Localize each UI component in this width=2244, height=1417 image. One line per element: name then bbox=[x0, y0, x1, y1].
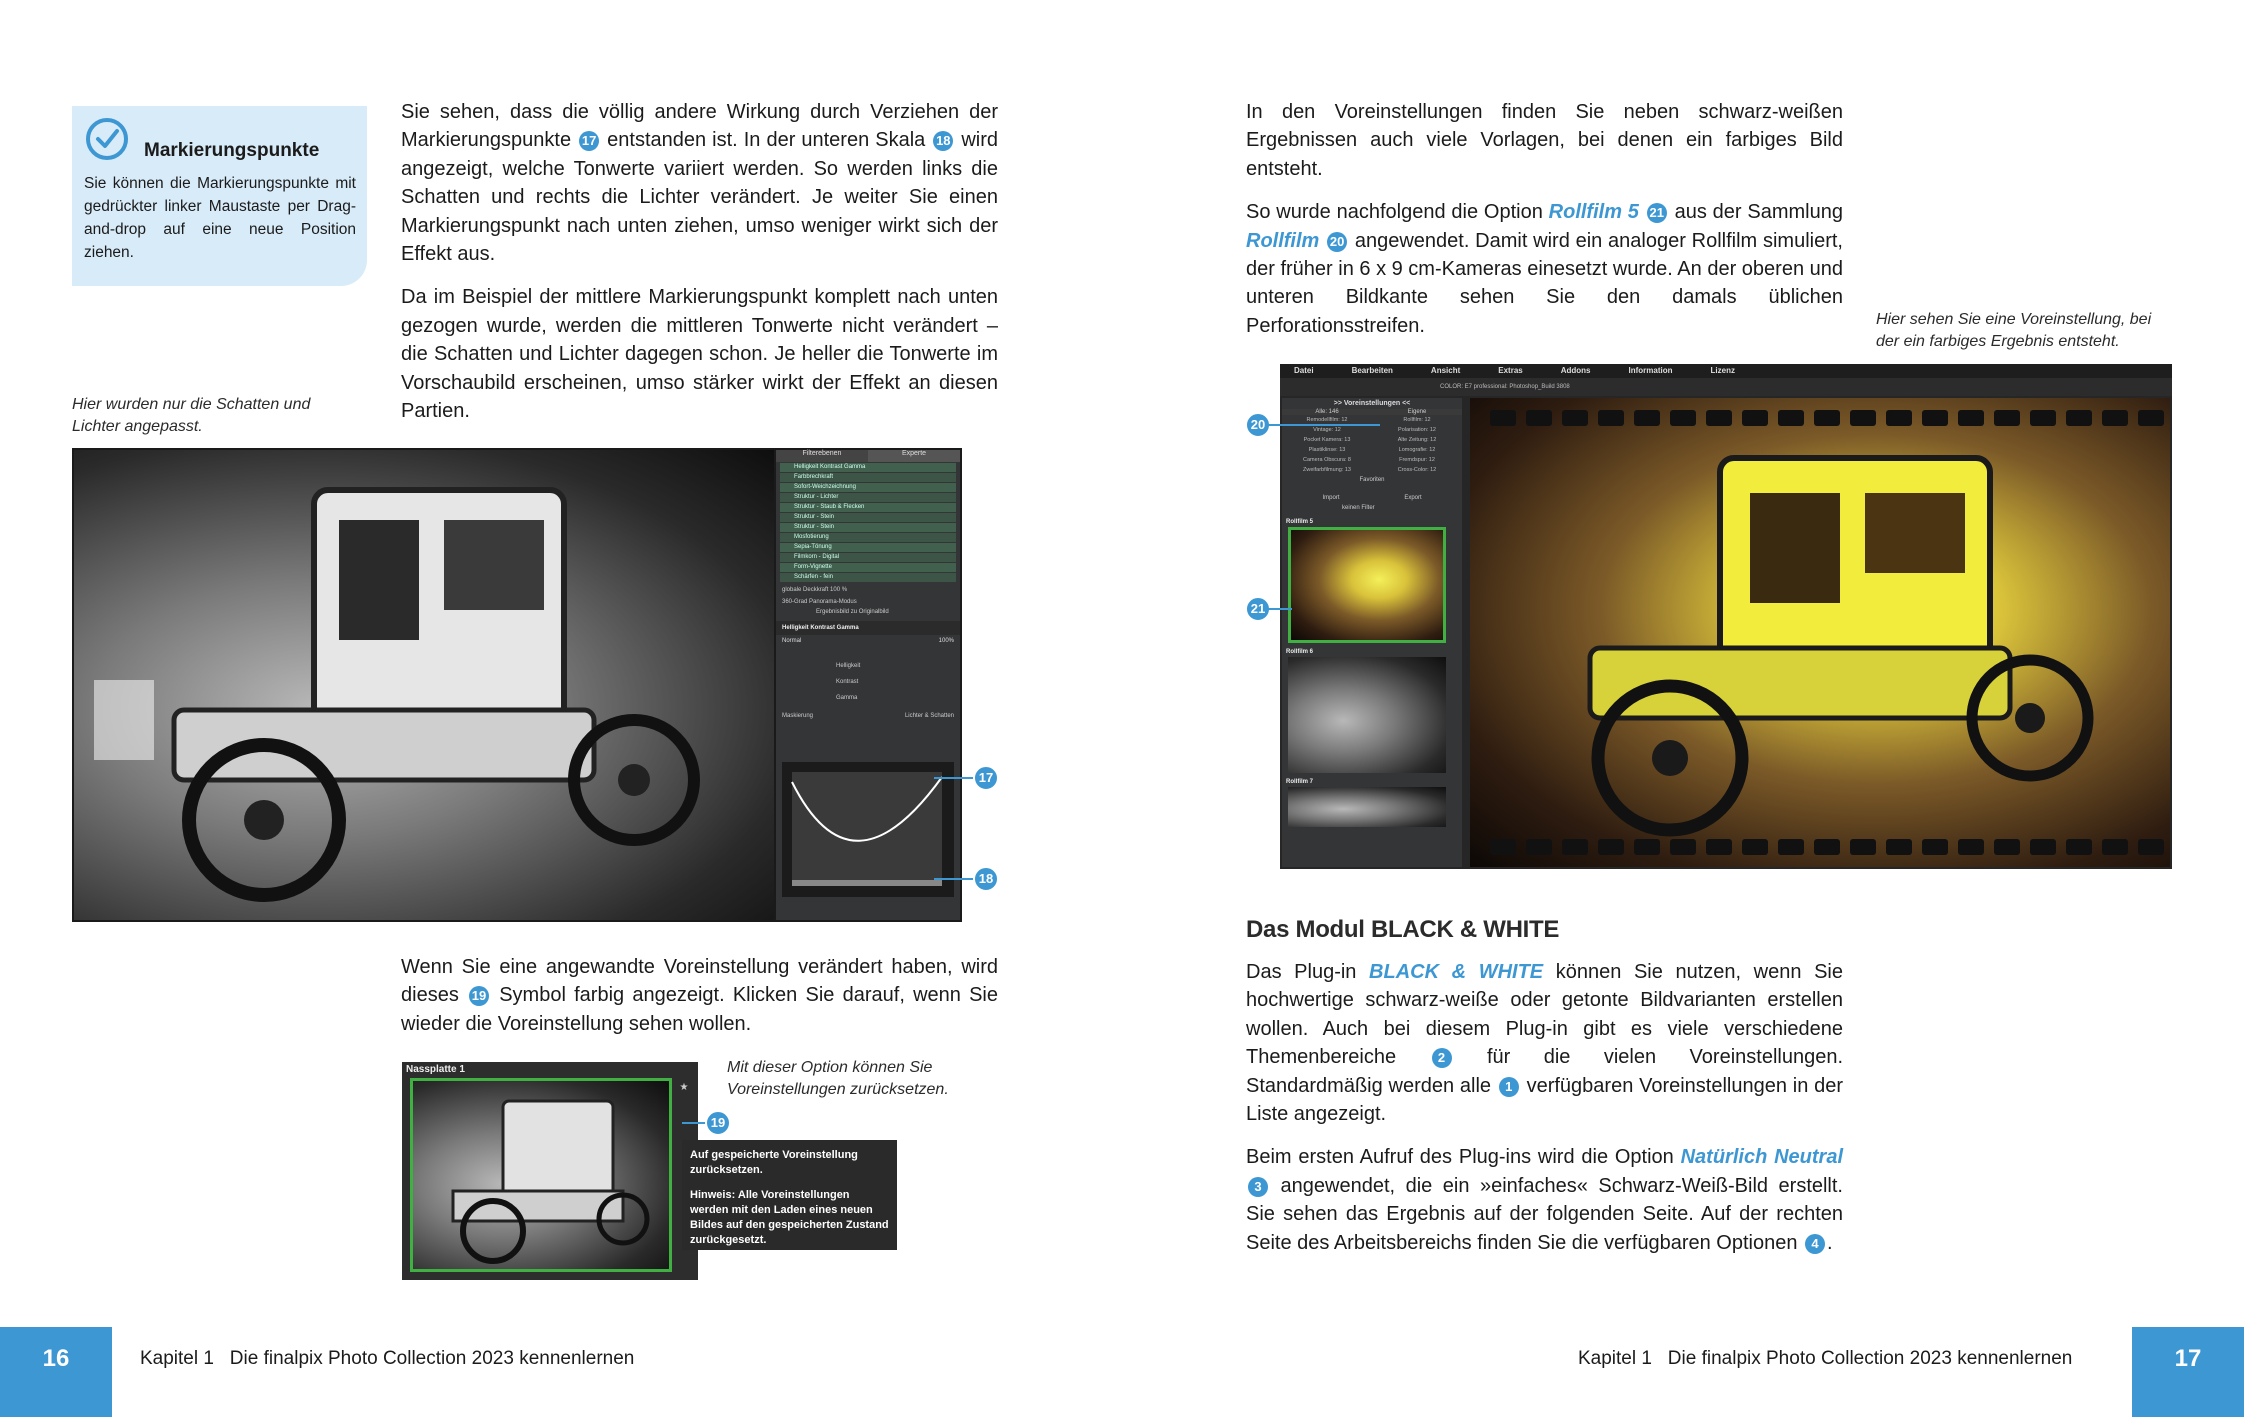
car-color-silhouette-icon bbox=[1470, 398, 2170, 867]
option-rollfilm-5: Rollfilm 5 bbox=[1548, 201, 1639, 224]
filter-item[interactable]: Struktur - Stein bbox=[780, 513, 956, 522]
car-thumbnail-icon bbox=[413, 1081, 669, 1269]
car-silhouette-icon bbox=[74, 450, 774, 920]
callout-18: 18 bbox=[973, 866, 999, 892]
right-text-top bbox=[1246, 98, 1843, 355]
filter-item[interactable]: Sofort-Weichzeichnung bbox=[780, 483, 956, 492]
callout-21: 21 bbox=[1245, 596, 1271, 622]
paragraph-black-white: Das Plug-in BLACK & WHITE können Sie nutzen, wenn Sie hochwertige schwarz-weiße oder getonte Bildvarianten erstellen wollen. Auch bei diesem Plug-in gibt es viele verschiedene Themenbereiche 2 für die vielen Voreinstellungen. Standardmäßig werden alle 1 verfügbaren Voreinstellungen in der Liste angezeigt. bbox=[1246, 961, 1843, 1126]
checkmark-circle-icon bbox=[84, 116, 130, 162]
paragraph-farbige-vorlagen: In den Voreinstellungen finden Sie neben schwarz-weißen Ergebnissen auch viele Vorlagen, bei denen ein farbiges Bild entsteht. bbox=[1246, 101, 1843, 180]
left-text-top bbox=[401, 98, 998, 440]
menu-item[interactable]: Datei bbox=[1294, 366, 1314, 375]
menu-item[interactable]: Lizenz bbox=[1710, 366, 1735, 375]
menu-item[interactable]: Information bbox=[1628, 366, 1673, 375]
tab-eigene[interactable]: Eigene bbox=[1372, 409, 1462, 415]
page-number-right: 17 bbox=[2132, 1327, 2244, 1417]
paragraph-mittlere-tonwerte: Da im Beispiel der mittlere Markierungspunkt komplett nach unten gezogen wurde, werden die mittleren Tonwerte nicht verändert – die Schatten und Lichter dagegen schon. Je heller die Tonwerte im Vorschaubild erscheinen, umso stärker wirkt der Effekt an diesen Partien. bbox=[401, 286, 998, 423]
toolbar bbox=[1280, 378, 2172, 396]
footer-left: Kapitel 1 Die finalpix Photo Collection 2023 kennenlernen bbox=[140, 1348, 635, 1369]
masking-row[interactable]: Maskierung Lichter & Schatten bbox=[782, 713, 954, 719]
callout-20: 20 bbox=[1245, 412, 1271, 438]
ref-number: 20 bbox=[1327, 232, 1347, 252]
callout-17: 17 bbox=[973, 765, 999, 791]
export-button[interactable]: Export bbox=[1404, 495, 1422, 501]
option-natuerlich-neutral: Natürlich Neutral bbox=[1680, 1146, 1843, 1169]
filter-item[interactable]: Helligkeit Kontrast Gamma bbox=[780, 463, 956, 472]
preset-title: Nassplatte 1 bbox=[406, 1064, 465, 1075]
preset-label-2: Rollfilm 6 bbox=[1286, 649, 1314, 655]
menu-item[interactable]: Addons bbox=[1560, 366, 1591, 375]
tip-title: Markierungspunkte bbox=[144, 140, 320, 161]
tip-box bbox=[72, 106, 367, 286]
category-item[interactable]: Remodellfilm: 12 bbox=[1306, 417, 1348, 423]
caption-schatten-lichter: Hier wurden nur die Schatten und Lichter angepasst. bbox=[72, 396, 311, 435]
slider-helligkeit[interactable]: Helligkeit bbox=[836, 663, 861, 669]
category-item[interactable]: Alte Zeitung: 12 bbox=[1397, 437, 1437, 443]
category-item[interactable]: Polarisation: 12 bbox=[1398, 427, 1436, 433]
favorites-row[interactable]: Favoriten bbox=[1359, 477, 1385, 483]
ref-number: 2 bbox=[1432, 1048, 1452, 1068]
ref-number: 3 bbox=[1248, 1177, 1268, 1197]
category-list-right bbox=[1372, 415, 1462, 475]
slider-gamma[interactable]: Gamma bbox=[836, 695, 858, 701]
section-heading-black-white: Das Modul BLACK & WHITE bbox=[1246, 916, 1560, 943]
ref-number: 4 bbox=[1805, 1234, 1825, 1254]
screenshot-bw-editor bbox=[72, 448, 962, 922]
filter-select[interactable]: keinen Filter bbox=[1342, 505, 1375, 511]
preset-label-1: Rollfilm 5 bbox=[1286, 519, 1314, 525]
filter-item[interactable]: Schärfen - fein bbox=[780, 573, 956, 582]
menu-item[interactable]: Bearbeiten bbox=[1351, 366, 1393, 375]
preset-thumbnail[interactable] bbox=[410, 1078, 672, 1272]
presets-title: >> Voreinstellungen << bbox=[1333, 400, 1411, 407]
rollfilm-preview-image bbox=[1470, 398, 2170, 867]
category-item[interactable]: Zweifarbfilmung: 13 bbox=[1303, 467, 1351, 473]
filter-item[interactable]: Filmkorn - Digital bbox=[780, 553, 956, 562]
section-header: Helligkeit Kontrast Gamma bbox=[776, 621, 960, 635]
slider-kontrast[interactable]: Kontrast bbox=[836, 679, 859, 685]
screenshot-rollfilm-editor bbox=[1280, 364, 2172, 869]
import-button[interactable]: Import bbox=[1322, 495, 1340, 501]
preset-label-3: Rollfilm 7 bbox=[1286, 779, 1314, 785]
filter-item[interactable]: Struktur - Stein bbox=[780, 523, 956, 532]
profile-select[interactable]: COLOR: E7 professional: Photoshop_Build 3808 bbox=[1440, 384, 1570, 390]
blend-row[interactable]: Normal 100% bbox=[782, 638, 954, 644]
tab-filterebenen[interactable]: Filterebenen bbox=[776, 450, 868, 462]
category-item[interactable]: Fremdspur: 12 bbox=[1399, 457, 1435, 463]
filter-item[interactable]: Struktur - Lichter bbox=[780, 493, 956, 502]
caption-zuruecksetzen: Mit dieser Option können Sie Voreinstellungen zurücksetzen. bbox=[727, 1059, 949, 1098]
filter-item[interactable]: Farbbrechkraft bbox=[780, 473, 956, 482]
ref-number: 21 bbox=[1647, 203, 1667, 223]
ref-number: 17 bbox=[579, 131, 599, 151]
menu-item[interactable]: Extras bbox=[1498, 366, 1523, 375]
star-icon[interactable]: ★ bbox=[679, 1082, 689, 1093]
ref-number: 1 bbox=[1499, 1077, 1519, 1097]
preset-rollfilm-7-thumbnail[interactable] bbox=[1288, 787, 1446, 827]
masking-preview[interactable] bbox=[782, 762, 954, 897]
callout-19: 19 bbox=[705, 1110, 731, 1136]
reset-tooltip: Auf gespeicherte Voreinstellung zurücksetzen. Hinweis: Alle Voreinstellungen werden mit den Laden eines neuen Bildes auf den gespeicherten Zustand zurückgesetzt. bbox=[682, 1140, 897, 1250]
screenshot-nassplatte bbox=[402, 1062, 698, 1280]
footer-right: Kapitel 1 Die finalpix Photo Collection 2023 kennenlernen bbox=[1578, 1348, 2073, 1369]
opacity-row: globale Deckkraft 100 % bbox=[782, 587, 848, 593]
category-item[interactable]: Plastiklinse: 13 bbox=[1308, 447, 1346, 453]
tab-alle[interactable]: Alle: 146 bbox=[1282, 409, 1372, 415]
filter-item[interactable]: Mosfotierung bbox=[780, 533, 956, 542]
menu-item[interactable]: Ansicht bbox=[1430, 366, 1461, 375]
category-item[interactable]: Lomografie: 12 bbox=[1398, 447, 1436, 453]
ref-number: 18 bbox=[933, 131, 953, 151]
preset-rollfilm-5-thumbnail[interactable] bbox=[1288, 527, 1446, 643]
compare-row[interactable]: Ergebnisbild zu Originalbild bbox=[816, 609, 889, 615]
bw-car-photo bbox=[74, 450, 774, 920]
paragraph-markierungspunkte: Sie sehen, dass die völlig andere Wirkung durch Verziehen der Markierungspunkte 17 entstanden ist. In der unteren Skala 18 wird angezeigt, welche Tonwerte variiert werden. So werden links die Schatten und rechts die Lichter verändert. Je weiter Sie einen Markierungspunkt nach unten ziehen, umso weniger wirkt sich der Effekt aus. bbox=[401, 101, 998, 266]
category-item[interactable]: Pocket Kamera: 13 bbox=[1303, 437, 1351, 443]
caption-farbiges-ergebnis: Hier sehen Sie eine Voreinstellung, bei der ein farbiges Ergebnis entsteht. bbox=[1876, 311, 2152, 350]
filter-item[interactable]: Struktur - Staub & Flecken bbox=[780, 503, 956, 512]
filter-list bbox=[776, 463, 960, 582]
option-black-white: BLACK & WHITE bbox=[1369, 961, 1544, 983]
category-item[interactable]: Vintage: 12 bbox=[1313, 427, 1341, 433]
category-item[interactable]: Cross-Color: 12 bbox=[1397, 467, 1437, 473]
paragraph-rollfilm: So wurde nachfolgend die Option Rollfilm 5 21 aus der Sammlung Rollfilm 20 angewendet. Damit wird ein analoger Rollfilm simuliert, der früher in 6 x 9 cm-Kameras einesetzt wurde. An der oberen und unteren Bildkante sehen Sie den damals üblichen Perforationsstreifen. bbox=[1246, 201, 1843, 337]
filter-item[interactable]: Form-Vignette bbox=[780, 563, 956, 572]
preset-panel bbox=[1282, 398, 1462, 867]
paragraph-natuerlich-neutral: Beim ersten Aufruf des Plug-ins wird die Option Natürlich Neutral 3 angewendet, die ein »einfaches« Schwarz-Weiß-Bild erstellt. Sie sehen das Ergebnis auf der folgenden Seite. Auf der rechten Seite des Arbeitsbereichs finden Sie die verfügbaren Optionen 4 . bbox=[1246, 1146, 1843, 1254]
category-item[interactable]: Camera Obscura: 8 bbox=[1303, 457, 1351, 463]
paragraph-voreinstellung-farbig: Wenn Sie eine angewandte Voreinstellung verändert haben, wird dieses 19 Symbol farbig angezeigt. Klicken Sie darauf, wenn Sie wieder die Voreinstellung sehen wollen. bbox=[401, 956, 998, 1035]
preset-rollfilm-6-thumbnail[interactable] bbox=[1288, 657, 1446, 773]
option-rollfilm: Rollfilm bbox=[1246, 229, 1320, 252]
filter-panel bbox=[776, 450, 960, 920]
filter-item[interactable]: Sepia-Tönung bbox=[780, 543, 956, 552]
page-number-left: 16 bbox=[0, 1327, 112, 1417]
tab-experte[interactable]: Experte bbox=[868, 450, 960, 462]
menu-bar bbox=[1280, 364, 2172, 378]
ref-number: 19 bbox=[469, 986, 489, 1006]
curve-graph-icon bbox=[782, 762, 954, 897]
category-item[interactable]: Rollfilm: 12 bbox=[1403, 417, 1431, 423]
panorama-row[interactable]: 360-Grad Panorama-Modus bbox=[782, 599, 857, 605]
right-text-bottom bbox=[1246, 958, 1843, 1272]
tip-text: Sie können die Markierungspunkte mit gedrückter linker Maustaste per Drag-and-drop auf eine neue Position ziehen. bbox=[84, 175, 356, 261]
